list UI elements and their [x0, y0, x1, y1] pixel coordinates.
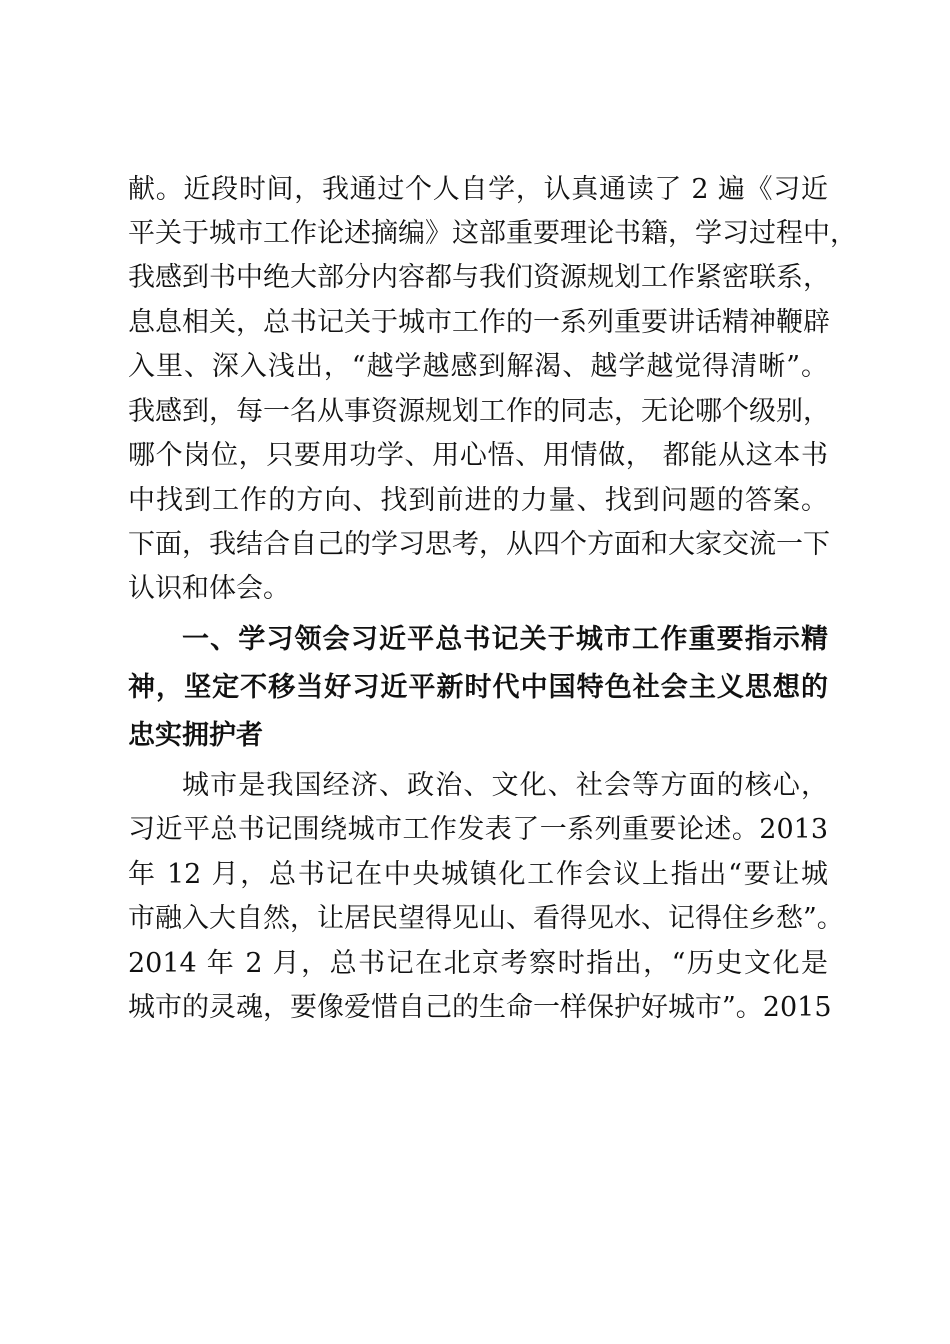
body-text-line: 中找到工作的方向、找到前进的力量、找到问题的答案。 [128, 485, 828, 516]
body-text-line: 我感到书中绝大部分内容都与我们资源规划工作紧密联系， [128, 262, 830, 293]
body-text-line: 市融入大自然，让居民望得见山、看得见水、记得住乡愁”。 [128, 903, 844, 934]
body-text-line: 城市是我国经济、政治、文化、社会等方面的核心， [182, 770, 828, 801]
section-heading-line: 一、学习领会习近平总书记关于城市工作重要指示精 [182, 624, 828, 655]
section-heading-line: 忠实拥护者 [128, 720, 263, 751]
body-text-line: 下面，我结合自己的学习思考，从四个方面和大家交流一下 [128, 529, 830, 560]
body-text-line: 年 12 月，总书记在中央城镇化工作会议上指出“要让城 [128, 859, 828, 890]
body-text-line: 习近平总书记围绕城市工作发表了一系列重要论述。2013 [128, 814, 828, 845]
body-text-line: 哪个岗位，只要用功学、用心悟、用情做， 都能从这本书 [128, 440, 828, 471]
body-text-line: 献。近段时间，我通过个人自学，认真通读了 2 遍《习近 [128, 174, 828, 205]
body-text-line: 城市的灵魂，要像爱惜自己的生命一样保护好城市”。2015 [128, 992, 832, 1023]
body-text-line: 入里、深入浅出，“越学越感到解渴、越学越觉得清晰”。 [128, 351, 828, 382]
body-text-line: 认识和体会。 [128, 573, 290, 604]
body-text-line: 平关于城市工作论述摘编》这部重要理论书籍，学习过程中， [128, 218, 857, 249]
body-text-line: 2014 年 2 月，总书记在北京考察时指出，“历史文化是 [128, 948, 828, 979]
body-text-line: 息息相关，总书记关于城市工作的一系列重要讲话精神鞭辟 [128, 307, 830, 338]
body-text-line: 我感到，每一名从事资源规划工作的同志，无论哪个级别， [128, 396, 830, 427]
section-heading-line: 神，坚定不移当好习近平新时代中国特色社会主义思想的 [128, 672, 828, 703]
